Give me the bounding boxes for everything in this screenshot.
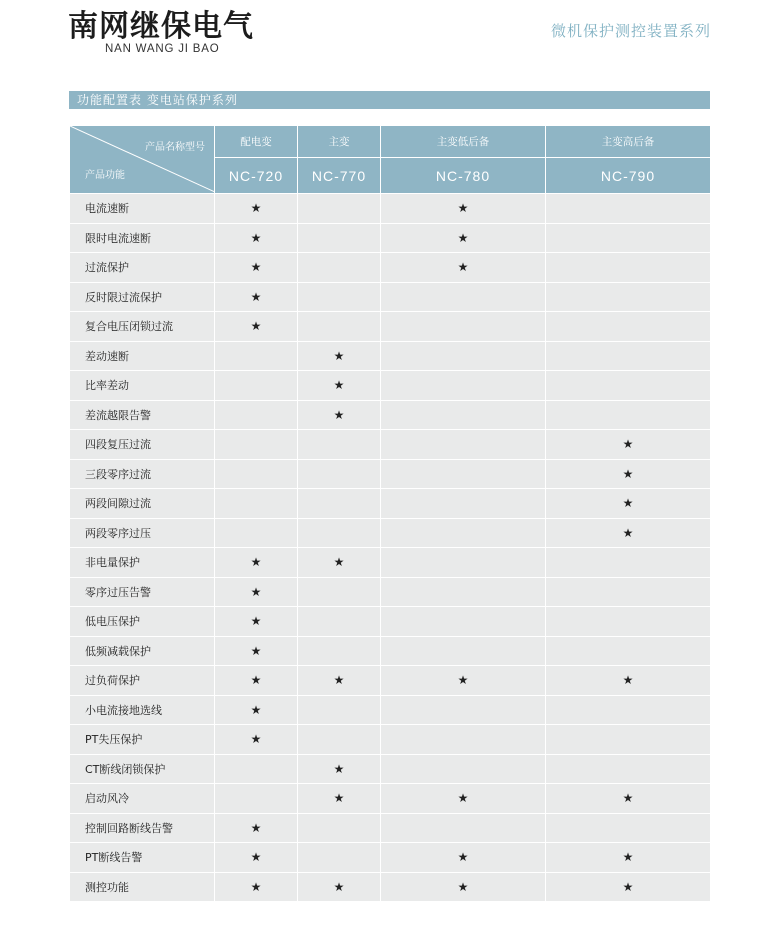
support-cell	[381, 872, 546, 902]
star-icon: ★	[250, 260, 262, 275]
table-row	[70, 282, 711, 312]
table-row	[70, 518, 711, 548]
star-icon: ★	[333, 378, 345, 393]
star-icon: ★	[622, 879, 634, 894]
table-row	[70, 430, 711, 460]
support-cell	[215, 400, 298, 430]
function-name: 过流保护	[70, 253, 215, 283]
support-cell	[215, 843, 298, 873]
star-icon: ★	[250, 673, 262, 688]
star-icon: ★	[250, 230, 262, 245]
support-cell	[381, 489, 546, 519]
support-cell	[381, 577, 546, 607]
support-cell	[298, 489, 381, 519]
star-icon: ★	[333, 761, 345, 776]
support-cell	[381, 430, 546, 460]
function-name: 比率差动	[70, 371, 215, 401]
star-icon: ★	[333, 673, 345, 688]
support-cell	[381, 754, 546, 784]
star-icon: ★	[250, 289, 262, 304]
support-cell	[546, 459, 711, 489]
support-cell	[215, 725, 298, 755]
star-icon: ★	[457, 260, 469, 275]
support-cell	[546, 813, 711, 843]
star-icon: ★	[622, 466, 634, 481]
support-cell	[298, 548, 381, 578]
support-cell	[546, 518, 711, 548]
support-cell	[381, 371, 546, 401]
support-cell	[546, 548, 711, 578]
function-name: 限时电流速断	[70, 223, 215, 253]
star-icon: ★	[457, 201, 469, 216]
support-cell	[298, 784, 381, 814]
support-cell	[215, 813, 298, 843]
function-rows	[70, 194, 711, 902]
table-row	[70, 253, 711, 283]
star-icon: ★	[333, 555, 345, 570]
support-cell	[298, 459, 381, 489]
table-row	[70, 666, 711, 696]
column-category: 主变低后备	[381, 126, 546, 158]
support-cell	[215, 784, 298, 814]
support-cell	[298, 754, 381, 784]
support-cell	[381, 666, 546, 696]
support-cell	[546, 872, 711, 902]
function-name: 小电流接地选线	[70, 695, 215, 725]
table-row	[70, 577, 711, 607]
star-icon: ★	[622, 673, 634, 688]
support-cell	[381, 400, 546, 430]
series-title: 微机保护测控装置系列	[550, 22, 711, 40]
star-icon: ★	[457, 230, 469, 245]
support-cell	[215, 548, 298, 578]
support-cell	[298, 813, 381, 843]
support-cell	[298, 430, 381, 460]
support-cell	[381, 341, 546, 371]
support-cell	[381, 843, 546, 873]
support-cell	[298, 223, 381, 253]
column-model: NC-790	[546, 158, 711, 194]
support-cell	[546, 843, 711, 873]
function-name: 反时限过流保护	[70, 282, 215, 312]
support-cell	[215, 312, 298, 342]
column-category: 主变高后备	[546, 126, 711, 158]
star-icon: ★	[250, 879, 262, 894]
support-cell	[298, 341, 381, 371]
support-cell	[215, 253, 298, 283]
support-cell	[298, 695, 381, 725]
function-name: 低电压保护	[70, 607, 215, 637]
function-name: PT失压保护	[70, 725, 215, 755]
support-cell	[298, 607, 381, 637]
table-row	[70, 754, 711, 784]
star-icon: ★	[333, 407, 345, 422]
function-name: 过负荷保护	[70, 666, 215, 696]
support-cell	[298, 843, 381, 873]
support-cell	[546, 784, 711, 814]
support-cell	[546, 577, 711, 607]
table-row	[70, 489, 711, 519]
support-cell	[215, 754, 298, 784]
function-name: CT断线闭锁保护	[70, 754, 215, 784]
function-config-table	[69, 125, 711, 902]
function-name: 零序过压告警	[70, 577, 215, 607]
table-row	[70, 607, 711, 637]
star-icon: ★	[457, 791, 469, 806]
support-cell	[298, 518, 381, 548]
star-icon: ★	[333, 348, 345, 363]
table-row	[70, 459, 711, 489]
support-cell	[381, 725, 546, 755]
support-cell	[546, 430, 711, 460]
support-cell	[298, 253, 381, 283]
support-cell	[546, 489, 711, 519]
support-cell	[381, 548, 546, 578]
star-icon: ★	[250, 319, 262, 334]
support-cell	[298, 636, 381, 666]
support-cell	[215, 695, 298, 725]
support-cell	[546, 312, 711, 342]
support-cell	[215, 489, 298, 519]
table-row	[70, 223, 711, 253]
support-cell	[298, 194, 381, 224]
table-row	[70, 371, 711, 401]
function-name: 差流越限告警	[70, 400, 215, 430]
table-row	[70, 784, 711, 814]
star-icon: ★	[622, 525, 634, 540]
support-cell	[381, 695, 546, 725]
function-name: 三段零序过流	[70, 459, 215, 489]
table-row	[70, 725, 711, 755]
brand-name-cn: 南网继保电气	[68, 9, 254, 44]
support-cell	[215, 341, 298, 371]
star-icon: ★	[250, 732, 262, 747]
support-cell	[546, 754, 711, 784]
function-name: 非电量保护	[70, 548, 215, 578]
support-cell	[546, 341, 711, 371]
star-icon: ★	[250, 702, 262, 717]
table-row	[70, 194, 711, 224]
support-cell	[215, 577, 298, 607]
support-cell	[298, 312, 381, 342]
support-cell	[215, 666, 298, 696]
function-name: 测控功能	[70, 872, 215, 902]
function-name: 低频减载保护	[70, 636, 215, 666]
function-name: 两段间隙过流	[70, 489, 215, 519]
table-row	[70, 636, 711, 666]
support-cell	[381, 194, 546, 224]
support-cell	[381, 223, 546, 253]
support-cell	[215, 872, 298, 902]
function-name: PT断线告警	[70, 843, 215, 873]
table-row	[70, 695, 711, 725]
function-name: 四段复压过流	[70, 430, 215, 460]
function-name: 控制回路断线告警	[70, 813, 215, 843]
star-icon: ★	[250, 555, 262, 570]
support-cell	[298, 577, 381, 607]
function-name: 电流速断	[70, 194, 215, 224]
column-category: 主变	[298, 126, 381, 158]
star-icon: ★	[622, 791, 634, 806]
star-icon: ★	[333, 879, 345, 894]
column-model: NC-770	[298, 158, 381, 194]
support-cell	[546, 636, 711, 666]
table-row	[70, 548, 711, 578]
table-row	[70, 312, 711, 342]
function-name: 差动速断	[70, 341, 215, 371]
support-cell	[381, 282, 546, 312]
support-cell	[215, 430, 298, 460]
support-cell	[546, 253, 711, 283]
star-icon: ★	[622, 437, 634, 452]
brand-name-en: NAN WANG JI BAO	[105, 43, 220, 55]
support-cell	[298, 400, 381, 430]
function-name: 两段零序过压	[70, 518, 215, 548]
support-cell	[546, 282, 711, 312]
support-cell	[381, 518, 546, 548]
brand-logo	[68, 8, 254, 55]
support-cell	[381, 459, 546, 489]
star-icon: ★	[333, 791, 345, 806]
support-cell	[546, 194, 711, 224]
corner-label-product-model: 产品名称型号	[145, 142, 205, 153]
section-title-bar: 功能配置表 变电站保护系列	[69, 91, 710, 109]
table-row	[70, 872, 711, 902]
function-name: 启动风冷	[70, 784, 215, 814]
support-cell	[546, 607, 711, 637]
support-cell	[546, 223, 711, 253]
support-cell	[381, 636, 546, 666]
star-icon: ★	[622, 850, 634, 865]
support-cell	[215, 518, 298, 548]
support-cell	[298, 371, 381, 401]
support-cell	[298, 666, 381, 696]
corner-diagonal-line	[70, 126, 215, 192]
support-cell	[546, 371, 711, 401]
support-cell	[298, 282, 381, 312]
support-cell	[381, 312, 546, 342]
support-cell	[381, 253, 546, 283]
star-icon: ★	[250, 584, 262, 599]
support-cell	[215, 371, 298, 401]
support-cell	[546, 695, 711, 725]
column-model: NC-720	[215, 158, 298, 194]
support-cell	[298, 872, 381, 902]
support-cell	[381, 813, 546, 843]
star-icon: ★	[250, 201, 262, 216]
support-cell	[215, 607, 298, 637]
column-category: 配电变	[215, 126, 298, 158]
table-row	[70, 341, 711, 371]
support-cell	[215, 282, 298, 312]
table-row	[70, 400, 711, 430]
star-icon: ★	[457, 850, 469, 865]
support-cell	[381, 607, 546, 637]
star-icon: ★	[250, 850, 262, 865]
column-model: NC-780	[381, 158, 546, 194]
support-cell	[215, 636, 298, 666]
star-icon: ★	[457, 879, 469, 894]
support-cell	[546, 400, 711, 430]
star-icon: ★	[457, 673, 469, 688]
support-cell	[381, 784, 546, 814]
support-cell	[215, 459, 298, 489]
support-cell	[546, 666, 711, 696]
table-row	[70, 843, 711, 873]
star-icon: ★	[622, 496, 634, 511]
support-cell	[298, 725, 381, 755]
corner-label-product-function: 产品功能	[85, 170, 125, 181]
star-icon: ★	[250, 643, 262, 658]
support-cell	[215, 194, 298, 224]
star-icon: ★	[250, 820, 262, 835]
support-cell	[215, 223, 298, 253]
function-name: 复合电压闭锁过流	[70, 312, 215, 342]
star-icon: ★	[250, 614, 262, 629]
table-row	[70, 813, 711, 843]
header-corner-cell	[70, 126, 215, 194]
support-cell	[546, 725, 711, 755]
